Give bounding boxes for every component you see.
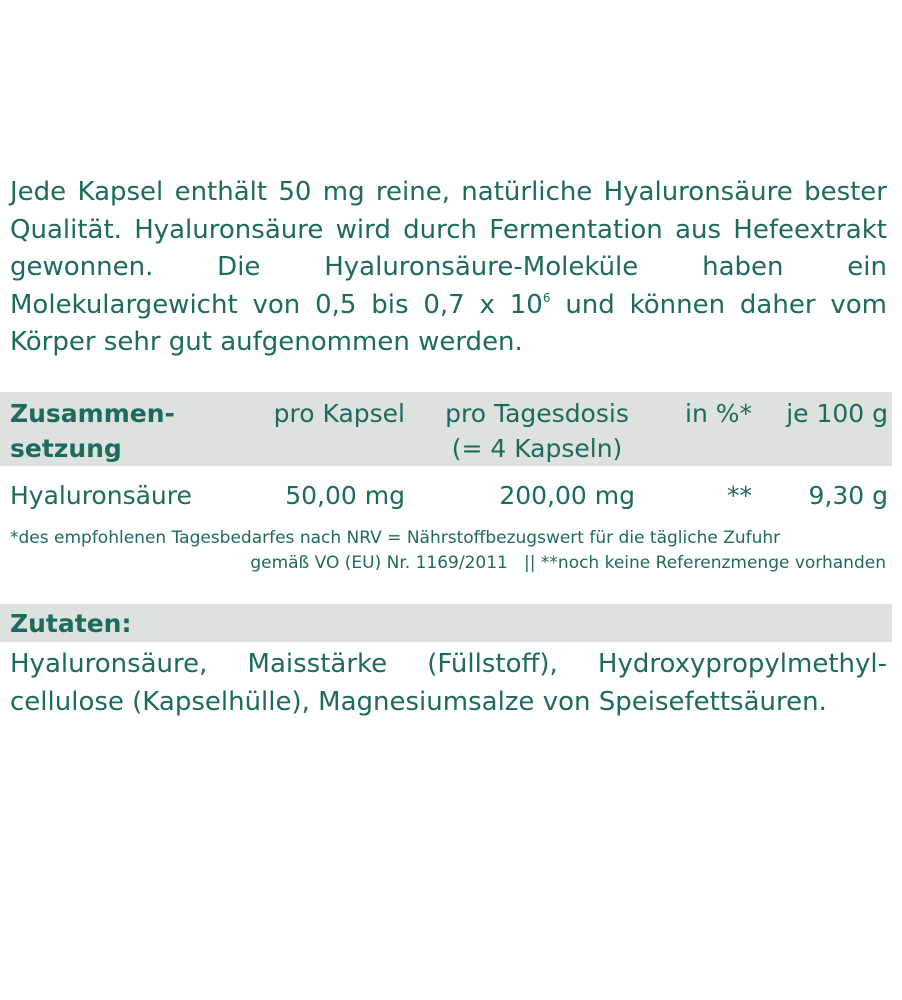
description-text-end: und können daher vom Körper sehr gut aufgenommen werden. [10,289,887,357]
exponent: 6 [542,290,551,305]
ingredients-header-band [0,604,892,642]
product-description [10,174,887,362]
column-header-percent: in %* [685,399,752,428]
ingredients-title: Zutaten: [10,609,132,638]
composition-label-line1: Zusammen- [10,399,175,428]
row-per-capsule: 50,00 mg [285,481,405,510]
column-header-daily-line2: (= 4 Kapseln) [451,434,623,463]
footnote-line1: *des empfohlenen Tagesbedarfes nach NRV = Nährstoffbezugswert für die tägliche Zufuhr [10,528,781,548]
row-name: Hyaluronsäure [10,481,192,510]
description-text: Jede Kapsel enthält 50 mg reine, natürliche Hyaluronsäure bester Qualität. Hyaluronsäure wird durch Fermentation aus Hefeextrakt gewonnen. Die Hyaluronsäure-Moleküle haben ein Molekulargewicht von 0,5 bis 0,7 x 10 [10,177,887,320]
ingredients-text: Hyaluronsäure, Maisstärke (Füllstoff), Hydroxypropylmethyl-cellulose (Kapselhülle), Magnesiumsalze von Speisefettsäuren. [10,649,887,717]
column-header-per-capsule: pro Kapsel [273,399,405,428]
composition-label-line2: setzung [10,434,122,463]
row-percent: ** [727,481,752,510]
column-header-per-100g: je 100 g [786,399,888,428]
footnote-line2: gemäß VO (EU) Nr. 1169/2011 || **noch keine Referenzmenge vorhanden [250,553,886,573]
column-header-daily-line1: pro Tagesdosis [445,399,629,428]
row-per-100g: 9,30 g [808,481,888,510]
row-daily: 200,00 mg [499,481,635,510]
